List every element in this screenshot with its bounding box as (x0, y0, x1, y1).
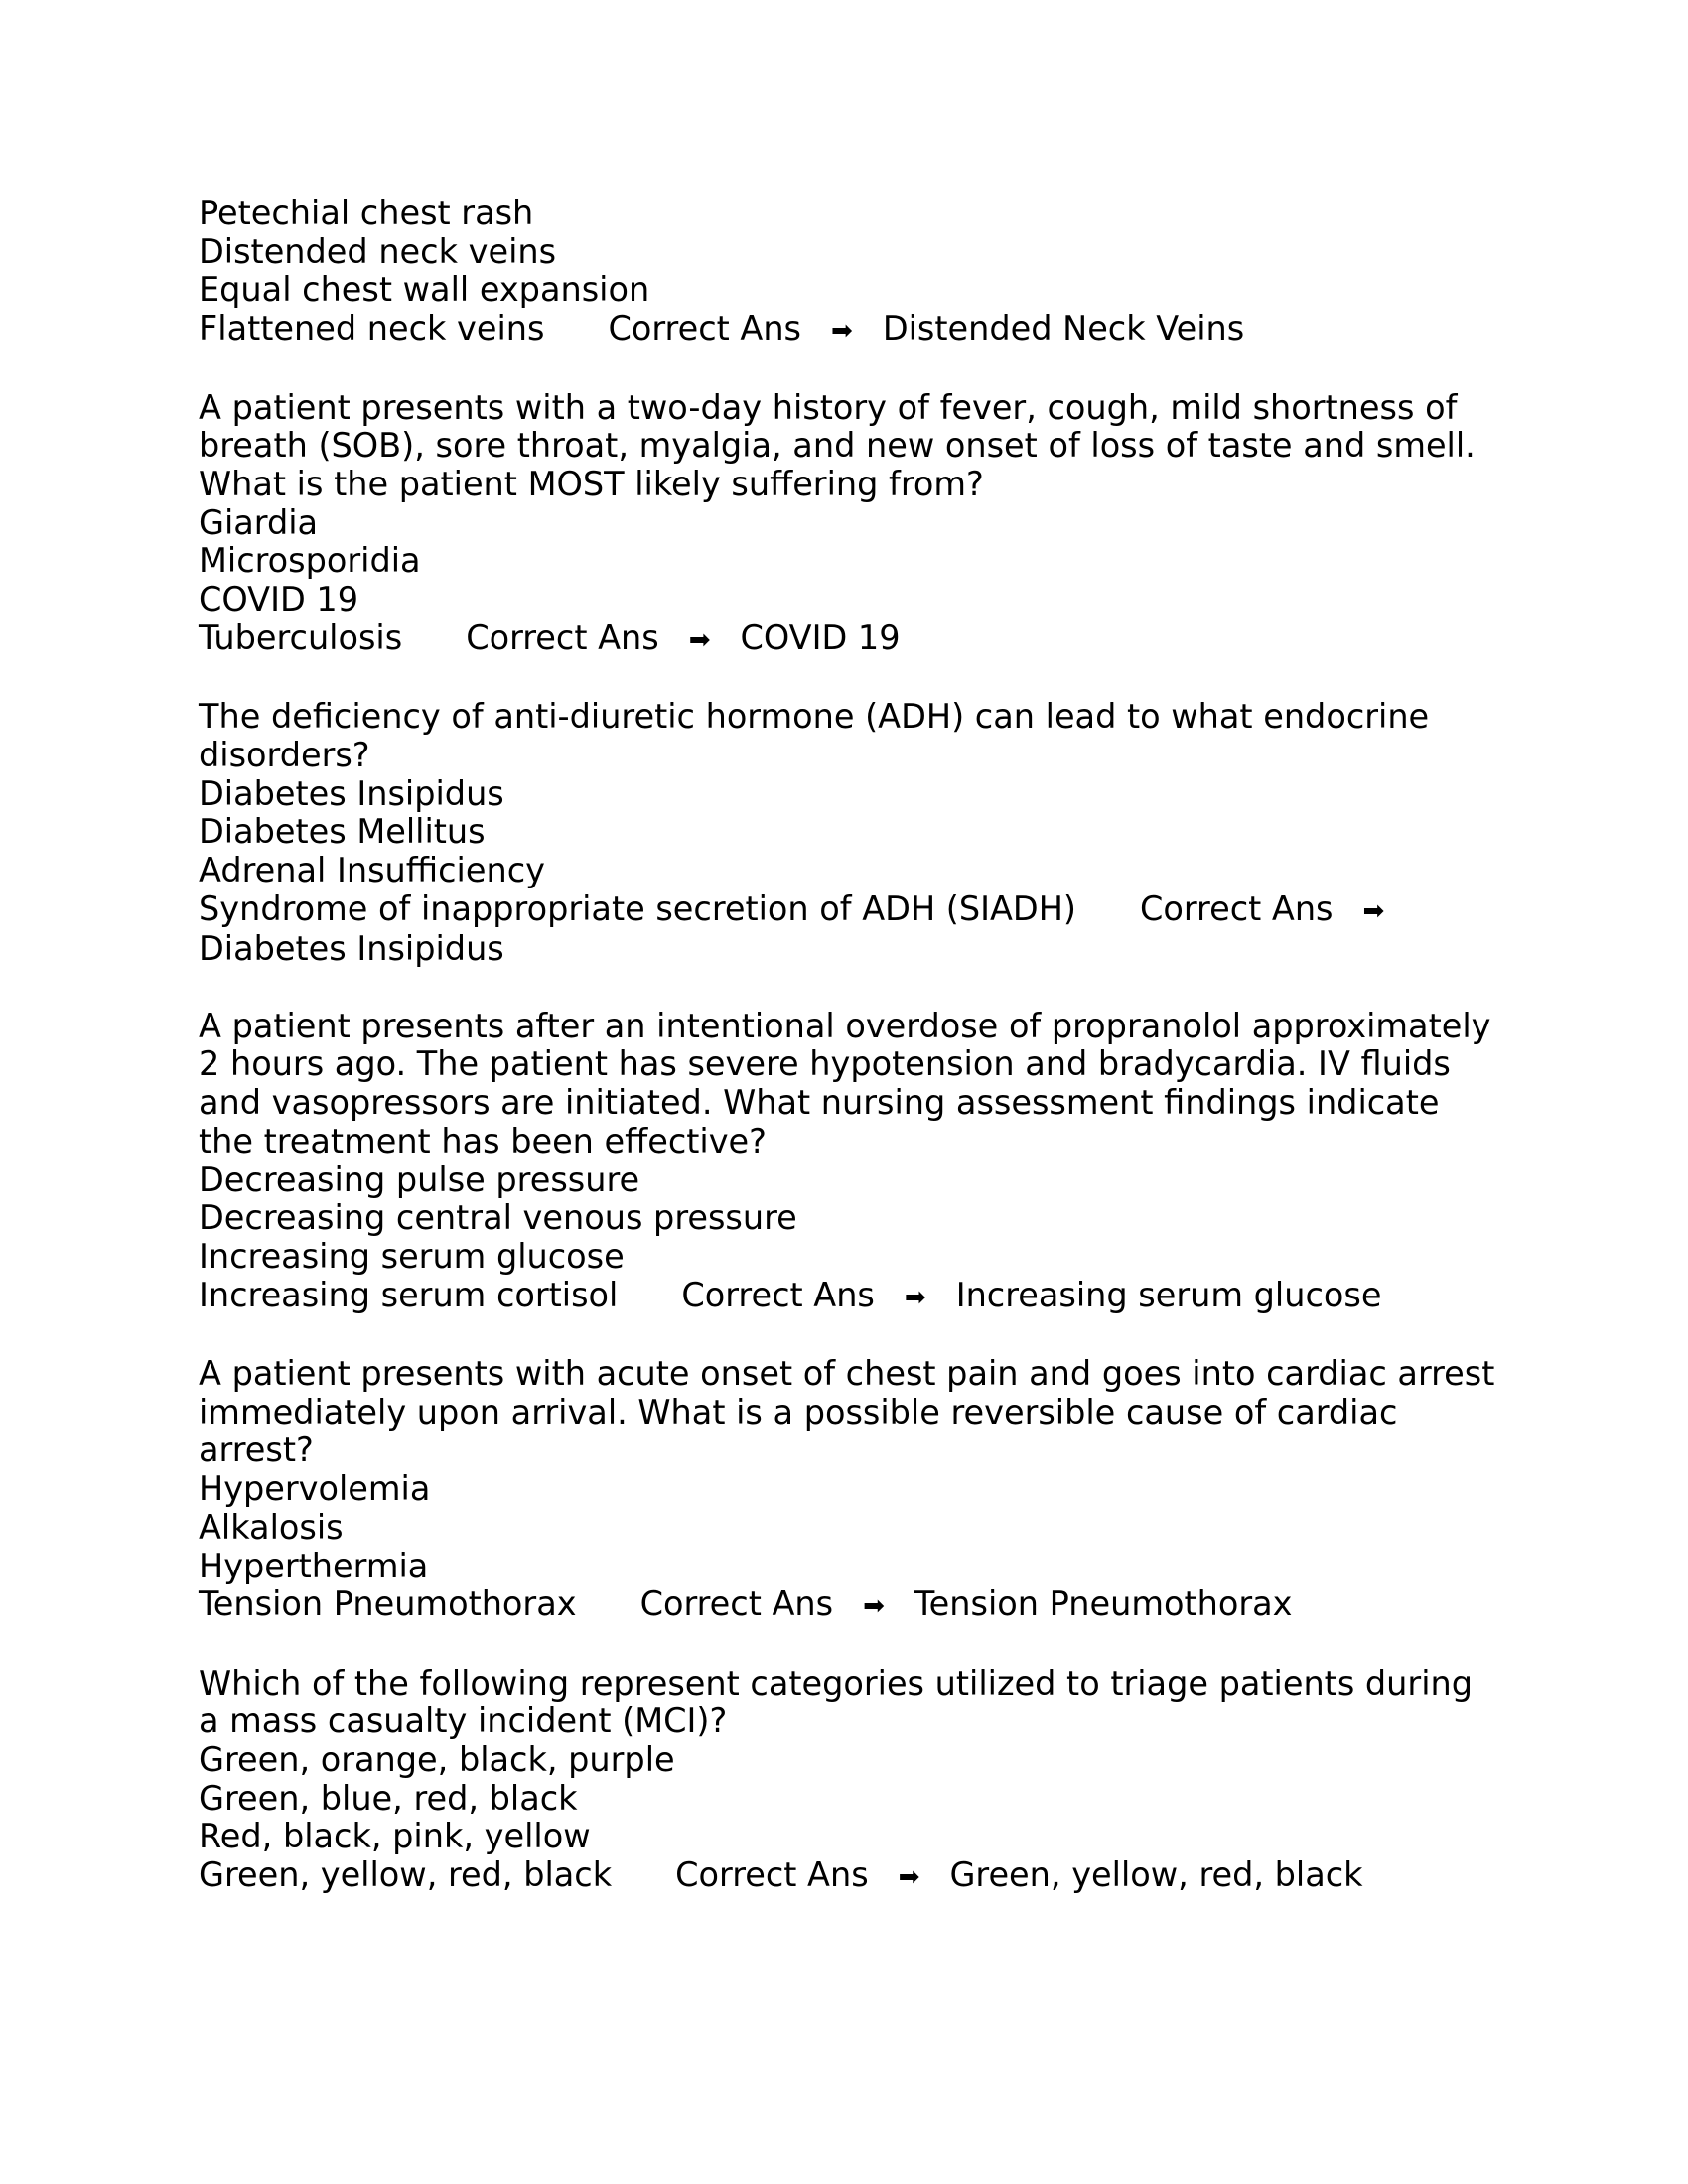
answer-option: Hypervolemia (199, 1469, 431, 1509)
question-block (199, 1665, 1509, 1897)
answer-option: Decreasing central venous pressure (199, 1198, 797, 1238)
last-option-with-answer (199, 310, 1509, 350)
question-block (199, 195, 1509, 350)
last-option-with-answer (199, 619, 1509, 660)
question-text-line: A patient presents after an intentional overdose of propranolol approximately (199, 1006, 1491, 1045)
question-block (199, 698, 1509, 969)
question-text-line: The deficiency of anti-diuretic hormone (ADH) can lead to what endocrine (199, 697, 1430, 737)
answer-option: Decreasing pulse pressure (199, 1160, 640, 1199)
question-text-line: breath (SOB), sore throat, myalgia, and new onset of loss of taste and smell. (199, 426, 1476, 466)
correct-answer-label: Correct Ans (681, 1275, 875, 1314)
right-arrow-icon: ➡ (904, 1282, 926, 1312)
question-text-line: A patient presents with acute onset of chest pain and goes into cardiac arrest (199, 1354, 1495, 1394)
document-page (199, 195, 1509, 1936)
answer-option: Green, orange, black, purple (199, 1740, 675, 1780)
correct-answer-text: Green, yellow, red, black (949, 1855, 1363, 1895)
answer-option: Green, blue, red, black (199, 1778, 578, 1818)
answer-option: Increasing serum glucose (199, 1236, 625, 1276)
correct-answer-label: Correct Ans (608, 309, 802, 348)
last-option-with-answer (199, 1856, 1509, 1897)
right-arrow-icon: ➡ (688, 624, 711, 655)
correct-answer-text: Diabetes Insipidus (199, 929, 504, 969)
answer-option: Microsporidia (199, 541, 421, 581)
answer-option: Diabetes Insipidus (199, 773, 504, 813)
answer-option: Flattened neck veins (199, 309, 545, 348)
answer-option: Tuberculosis (199, 617, 403, 657)
answer-option: Tension Pneumothorax (199, 1584, 577, 1624)
correct-answer-label: Correct Ans (1139, 888, 1334, 928)
right-arrow-icon: ➡ (898, 1862, 920, 1893)
answer-option: Red, black, pink, yellow (199, 1817, 591, 1856)
question-block (199, 389, 1509, 660)
question-text-line: arrest? (199, 1431, 314, 1470)
right-arrow-icon: ➡ (831, 316, 853, 346)
answer-option: Equal chest wall expansion (199, 270, 650, 310)
right-arrow-icon: ➡ (1362, 895, 1385, 926)
answer-option: Increasing serum cortisol (199, 1275, 619, 1314)
answer-option: Distended neck veins (199, 231, 557, 271)
question-text-line: and vasopressors are initiated. What nursing assessment findings indicate (199, 1083, 1440, 1123)
question-text-line: immediately upon arrival. What is a possible reversible cause of cardiac (199, 1392, 1398, 1432)
answer-option: Alkalosis (199, 1507, 344, 1547)
question-block (199, 1355, 1509, 1626)
question-text-line: a mass casualty incident (MCI)? (199, 1702, 728, 1741)
correct-answer-label: Correct Ans (466, 617, 659, 657)
question-text-line: the treatment has been effective? (199, 1121, 767, 1160)
last-option-with-answer (199, 1585, 1509, 1626)
correct-answer-text: COVID 19 (740, 617, 901, 657)
answer-option: COVID 19 (199, 580, 359, 619)
correct-answer-label: Correct Ans (675, 1855, 869, 1895)
correct-answer-label: Correct Ans (639, 1584, 834, 1624)
question-block (199, 1008, 1509, 1317)
correct-answer-text: Tension Pneumothorax (914, 1584, 1293, 1624)
last-option-with-answer (199, 890, 1509, 969)
answer-option: Green, yellow, red, black (199, 1855, 613, 1895)
answer-option: Petechial chest rash (199, 194, 534, 232)
right-arrow-icon: ➡ (863, 1591, 885, 1622)
question-text-line: A patient presents with a two-day history of fever, cough, mild shortness of (199, 387, 1458, 427)
question-text-line: What is the patient MOST likely suffering from? (199, 464, 984, 503)
answer-option: Hyperthermia (199, 1546, 429, 1585)
correct-answer-text: Distended Neck Veins (882, 309, 1245, 348)
answer-option: Giardia (199, 502, 319, 542)
question-text-line: 2 hours ago. The patient has severe hypotension and bradycardia. IV fluids (199, 1044, 1451, 1084)
answer-option: Syndrome of inappropriate secretion of ADH (SIADH) (199, 888, 1076, 928)
question-text-line: Which of the following represent categories utilized to triage patients during (199, 1663, 1473, 1703)
correct-answer-text: Increasing serum glucose (955, 1275, 1382, 1314)
question-text-line: disorders? (199, 735, 370, 774)
answer-option: Adrenal Insufficiency (199, 850, 545, 889)
last-option-with-answer (199, 1277, 1509, 1317)
answer-option: Diabetes Mellitus (199, 812, 486, 852)
